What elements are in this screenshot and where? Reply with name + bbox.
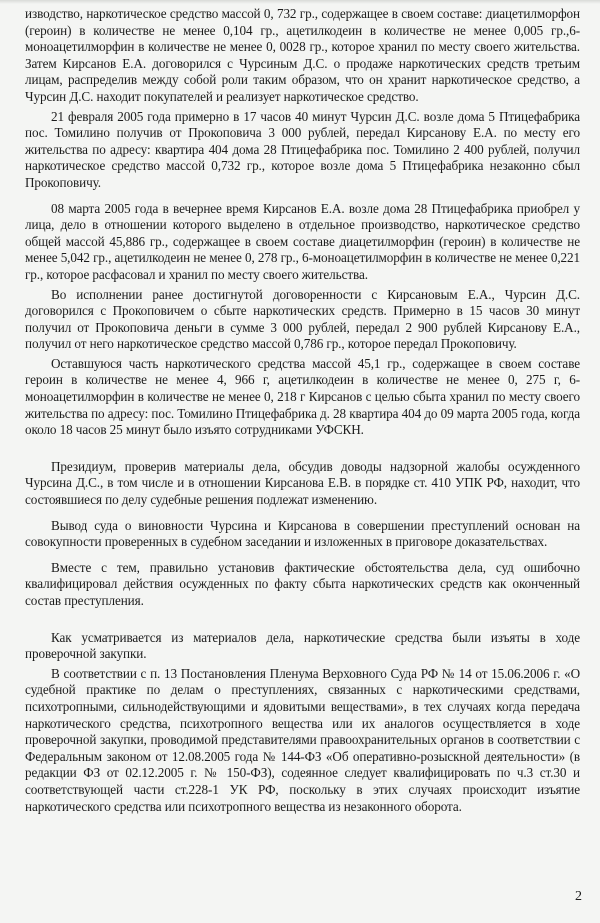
paragraph-5: Оставшуюся часть наркотического средства массой 45,1 гр., содержащее в своем составе героин в количестве не менее 4, 966 г, ацетилкодеин в количестве не менее 0, 275 г, 6-моноацетилморфин в количестве не менее 0, 218 г Кирсанов с целью сбыта хранил по месту своего жительства по адресу: пос. Томилино Птицефабрика д. 28 квартира 404 до 09 марта 2005 года, когда около 18 часов 25 минут было изъято сотрудниками УФСКН. <box>25 355 580 438</box>
paragraph-10: В соответствии с п. 13 Постановления Пленума Верховного Суда РФ № 14 от 15.06.2006 г. «О судебной практике по делам о преступлениях, связанных с наркотическими средствами, психотропными, сильнодействующими и ядовитыми веществами», в тех случаях когда передача наркотического средства, психотропного вещества или их аналогов осуществляется в ходе проверочной закупки, проводимой представителями правоохранительных органов в соответствии с Федеральным законом от 12.08.2005 года № 144-ФЗ «Об оперативно-розыскной деятельности» (в редакции ФЗ от 02.12.2005 г. № 150-ФЗ), содеянное следует квалифицировать по ч.3 ст.30 и соответствующей части ст.228-1 УК РФ, поскольку в этих случаях происходит изъятие наркотического средства или психотропного вещества из незаконного оборота. <box>25 665 580 814</box>
scan-edge-shadow <box>0 0 600 4</box>
paragraph-8: Вместе с тем, правильно установив фактические обстоятельства дела, суд ошибочно квалифицировал действия осужденных по факту сбыта наркотических средств как оконченный состав преступления. <box>25 559 580 608</box>
paragraph-7: Вывод суда о виновности Чурсина и Кирсанова в совершении преступлений основан на совокупности проверенных в судебном заседании и изложенных в приговоре доказательствах. <box>25 517 580 550</box>
paragraph-9: Как усматривается из материалов дела, наркотические средства были изъяты в ходе проверочной закупки. <box>25 629 580 662</box>
paragraph-6: Президиум, проверив материалы дела, обсудив доводы надзорной жалобы осужденного Чурсина Д.С., в том числе и в отношении Кирсанова Е.В. в порядке ст. 410 УПК РФ, находит, что состоявшиеся по делу судебные решения подлежат изменению. <box>25 458 580 508</box>
paragraph-1: изводство, наркотическое средство массой 0, 732 гр., содержащее в своем составе: диацетилморфон (героин) в количестве не менее 0,104 гр., ацетилкодеин в количестве не менее 0,005 гр.,6-моноацетилморфин в количестве не менее 0, 0028 гр., которое хранил по месту своего жительства. Затем Кирсанов Е.А. договорился с Чурсиным Д.С. о продаже наркотических средств третьим лицам, распределив между собой роли таким образом, что он хранит наркотическое средство, а Чурсин Д.С. находит покупателей и реализует наркотическое средство. <box>25 6 580 104</box>
paragraph-2: 21 февраля 2005 года примерно в 17 часов 40 минут Чурсин Д.С. возле дома 5 Птицефабрика пос. Томилино получив от Прокоповича 3 000 рублей, передал Кирсанову Е.А. по месту его жительства по адресу: квартира 404 дома 28 Птицефабрика пос. Томилино 2 400 рублей, получил наркотическое средство массой 0,732 гр., которое возле дома 5 Птицефабрика незаконно сбыл Прокоповичу. <box>25 108 580 190</box>
paragraph-4: Во исполнении ранее достигнутой договоренности с Кирсановым Е.А., Чурсин Д.С. договорился с Прокоповичем о сбыте наркотических средств. Примерно в 15 часов 30 минут получил от Прокоповича деньги в сумме 3 000 рублей, передал 2 900 рублей Кирсанову Е.А., получил от него наркотическое средство массой 0,786 гр., которое передал Прокоповичу. <box>25 286 580 352</box>
page-number: 2 <box>575 889 582 904</box>
paragraph-3: 08 марта 2005 года в вечернее время Кирсанов Е.А. возле дома 28 Птицефабрика приобрел у лица, дело в отношении которого выделено в отдельное производство, наркотическое средство общей массой 45,886 гр., содержащее в своем составе диацетилморфин (героин) в количестве не менее 5,042 гр., ацетилкодеин не менее 0, 278 гр., 6-моноацетилморфин в количестве не менее 0,221 гр., которое расфасовал и хранил по месту своего жительства. <box>25 200 580 282</box>
